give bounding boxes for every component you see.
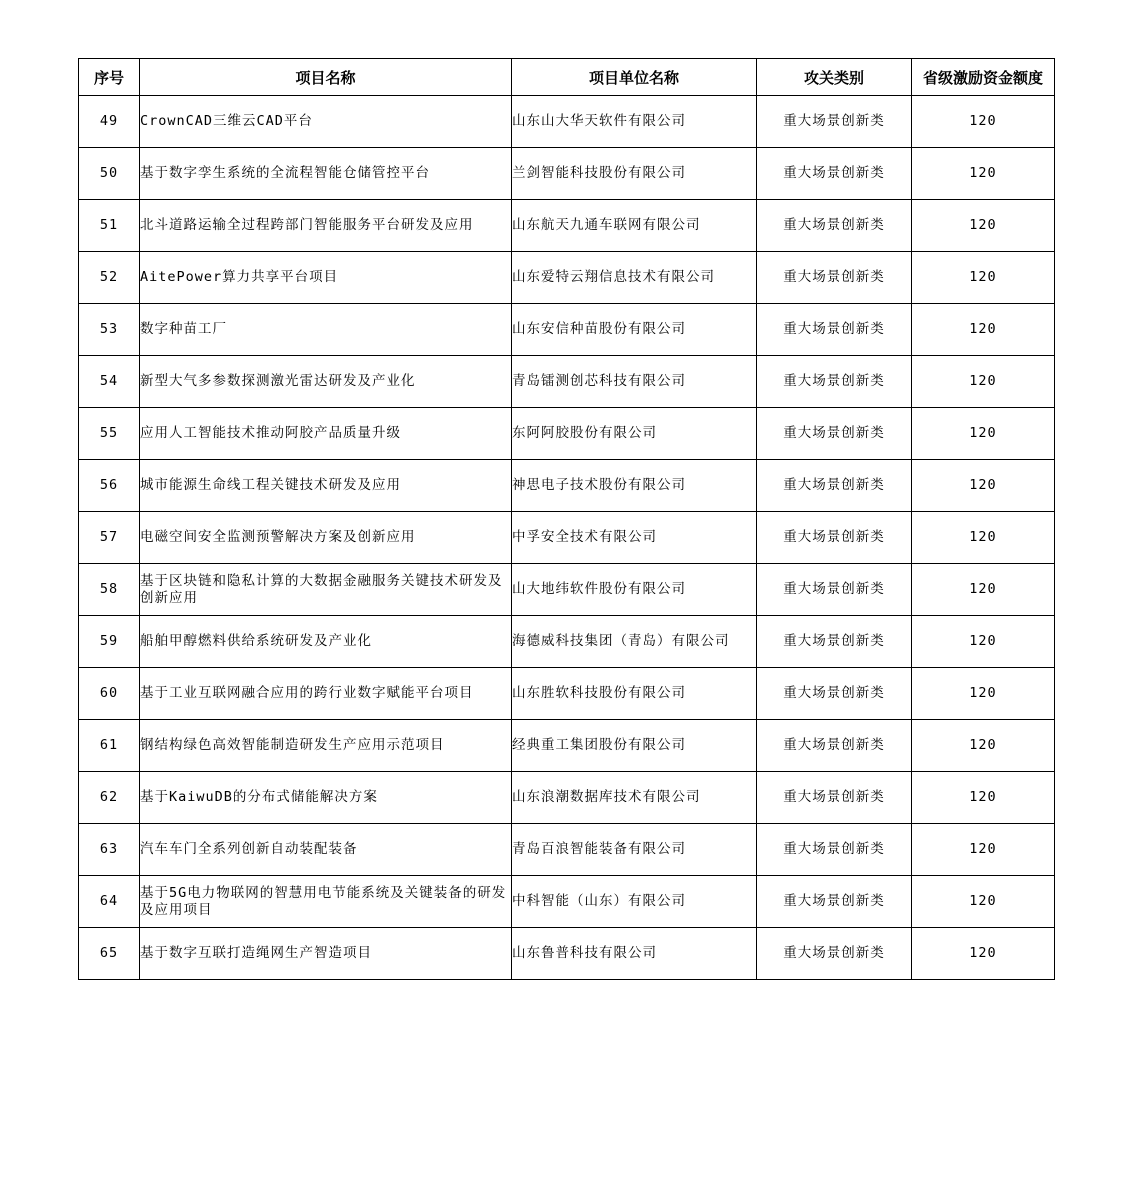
cell-unit-name: 山东鲁普科技有限公司: [512, 928, 757, 980]
cell-amount: 120: [912, 824, 1055, 876]
cell-no: 53: [79, 304, 140, 356]
header-category: 攻关类别: [757, 59, 912, 96]
cell-unit-name: 东阿阿胶股份有限公司: [512, 408, 757, 460]
cell-category: 重大场景创新类: [757, 824, 912, 876]
cell-unit-name: 青岛镭测创芯科技有限公司: [512, 356, 757, 408]
cell-amount: 120: [912, 720, 1055, 772]
cell-category: 重大场景创新类: [757, 720, 912, 772]
table-row: [79, 252, 1055, 304]
table-row: [79, 720, 1055, 772]
cell-amount: 120: [912, 772, 1055, 824]
cell-no: 56: [79, 460, 140, 512]
cell-unit-name: 神思电子技术股份有限公司: [512, 460, 757, 512]
table-row: [79, 616, 1055, 668]
cell-amount: 120: [912, 616, 1055, 668]
table-body: [79, 96, 1055, 980]
cell-category: 重大场景创新类: [757, 148, 912, 200]
cell-no: 65: [79, 928, 140, 980]
cell-unit-name: 中科智能（山东）有限公司: [512, 876, 757, 928]
cell-no: 54: [79, 356, 140, 408]
cell-category: 重大场景创新类: [757, 408, 912, 460]
cell-project-name: 钢结构绿色高效智能制造研发生产应用示范项目: [140, 720, 512, 772]
cell-project-name: 新型大气多参数探测激光雷达研发及产业化: [140, 356, 512, 408]
table-row: [79, 200, 1055, 252]
cell-no: 59: [79, 616, 140, 668]
cell-category: 重大场景创新类: [757, 252, 912, 304]
table-row: [79, 356, 1055, 408]
cell-project-name: 基于工业互联网融合应用的跨行业数字赋能平台项目: [140, 668, 512, 720]
cell-unit-name: 中孚安全技术有限公司: [512, 512, 757, 564]
cell-category: 重大场景创新类: [757, 928, 912, 980]
header-project-name: 项目名称: [140, 59, 512, 96]
cell-category: 重大场景创新类: [757, 356, 912, 408]
cell-project-name: 基于5G电力物联网的智慧用电节能系统及关键装备的研发及应用项目: [140, 876, 512, 928]
funding-table: [78, 58, 1055, 980]
table-row: [79, 772, 1055, 824]
cell-unit-name: 山东胜软科技股份有限公司: [512, 668, 757, 720]
table-row: [79, 876, 1055, 928]
cell-unit-name: 山大地纬软件股份有限公司: [512, 564, 757, 616]
cell-amount: 120: [912, 876, 1055, 928]
table-row: [79, 408, 1055, 460]
cell-amount: 120: [912, 304, 1055, 356]
cell-no: 52: [79, 252, 140, 304]
cell-category: 重大场景创新类: [757, 668, 912, 720]
cell-category: 重大场景创新类: [757, 772, 912, 824]
cell-unit-name: 经典重工集团股份有限公司: [512, 720, 757, 772]
cell-category: 重大场景创新类: [757, 460, 912, 512]
cell-amount: 120: [912, 564, 1055, 616]
cell-no: 50: [79, 148, 140, 200]
cell-no: 57: [79, 512, 140, 564]
cell-no: 62: [79, 772, 140, 824]
cell-project-name: 电磁空间安全监测预警解决方案及创新应用: [140, 512, 512, 564]
cell-no: 49: [79, 96, 140, 148]
cell-category: 重大场景创新类: [757, 616, 912, 668]
cell-unit-name: 山东浪潮数据库技术有限公司: [512, 772, 757, 824]
cell-unit-name: 山东安信种苗股份有限公司: [512, 304, 757, 356]
table-row: [79, 96, 1055, 148]
cell-no: 51: [79, 200, 140, 252]
header-no: 序号: [79, 59, 140, 96]
cell-category: 重大场景创新类: [757, 96, 912, 148]
table-row: [79, 148, 1055, 200]
cell-amount: 120: [912, 512, 1055, 564]
cell-project-name: 汽车车门全系列创新自动装配装备: [140, 824, 512, 876]
cell-amount: 120: [912, 668, 1055, 720]
cell-amount: 120: [912, 408, 1055, 460]
cell-unit-name: 山东山大华天软件有限公司: [512, 96, 757, 148]
table-header-row: [79, 59, 1055, 96]
cell-amount: 120: [912, 356, 1055, 408]
table-row: [79, 824, 1055, 876]
cell-project-name: 应用人工智能技术推动阿胶产品质量升级: [140, 408, 512, 460]
cell-unit-name: 海德威科技集团（青岛）有限公司: [512, 616, 757, 668]
cell-no: 64: [79, 876, 140, 928]
cell-amount: 120: [912, 928, 1055, 980]
cell-project-name: 城市能源生命线工程关键技术研发及应用: [140, 460, 512, 512]
cell-project-name: 数字种苗工厂: [140, 304, 512, 356]
header-amount: 省级激励资金额度: [912, 59, 1055, 96]
cell-amount: 120: [912, 148, 1055, 200]
cell-amount: 120: [912, 200, 1055, 252]
cell-project-name: 基于区块链和隐私计算的大数据金融服务关键技术研发及创新应用: [140, 564, 512, 616]
cell-amount: 120: [912, 252, 1055, 304]
cell-project-name: 基于KaiwuDB的分布式储能解决方案: [140, 772, 512, 824]
cell-no: 61: [79, 720, 140, 772]
table-row: [79, 928, 1055, 980]
table-row: [79, 668, 1055, 720]
cell-project-name: 船舶甲醇燃料供给系统研发及产业化: [140, 616, 512, 668]
cell-project-name: CrownCAD三维云CAD平台: [140, 96, 512, 148]
table-row: [79, 460, 1055, 512]
cell-category: 重大场景创新类: [757, 304, 912, 356]
cell-project-name: 基于数字孪生系统的全流程智能仓储管控平台: [140, 148, 512, 200]
table-row: [79, 512, 1055, 564]
cell-no: 58: [79, 564, 140, 616]
cell-unit-name: 青岛百浪智能装备有限公司: [512, 824, 757, 876]
cell-category: 重大场景创新类: [757, 564, 912, 616]
cell-amount: 120: [912, 96, 1055, 148]
table-row: [79, 564, 1055, 616]
cell-project-name: AitePower算力共享平台项目: [140, 252, 512, 304]
cell-unit-name: 山东航天九通车联网有限公司: [512, 200, 757, 252]
cell-unit-name: 兰剑智能科技股份有限公司: [512, 148, 757, 200]
table-row: [79, 304, 1055, 356]
cell-project-name: 北斗道路运输全过程跨部门智能服务平台研发及应用: [140, 200, 512, 252]
cell-category: 重大场景创新类: [757, 512, 912, 564]
cell-unit-name: 山东爱特云翔信息技术有限公司: [512, 252, 757, 304]
cell-no: 55: [79, 408, 140, 460]
cell-project-name: 基于数字互联打造绳网生产智造项目: [140, 928, 512, 980]
cell-category: 重大场景创新类: [757, 200, 912, 252]
cell-category: 重大场景创新类: [757, 876, 912, 928]
cell-no: 63: [79, 824, 140, 876]
cell-amount: 120: [912, 460, 1055, 512]
header-unit-name: 项目单位名称: [512, 59, 757, 96]
cell-no: 60: [79, 668, 140, 720]
